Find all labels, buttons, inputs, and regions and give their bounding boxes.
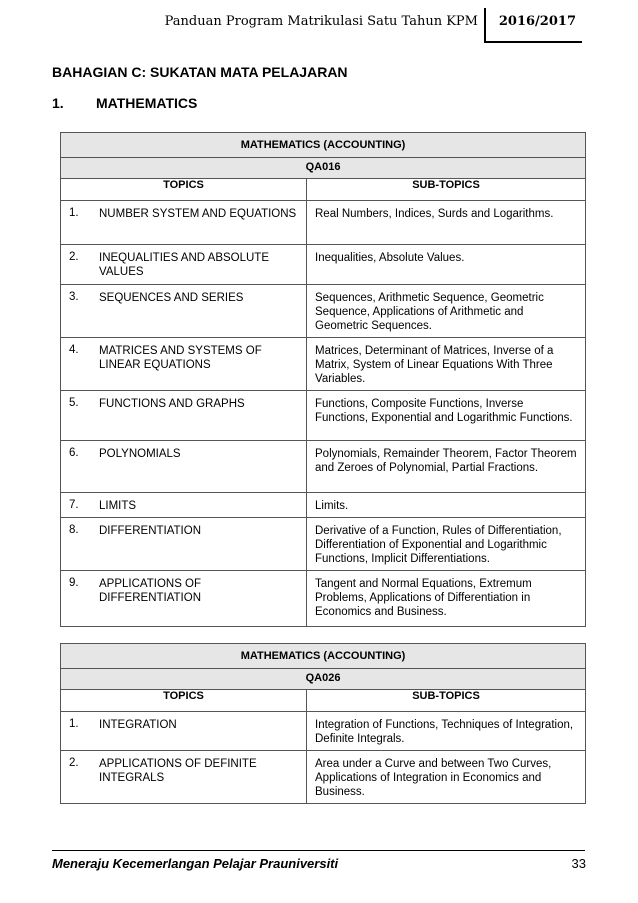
topic: FUNCTIONS AND GRAPHS [99,398,245,410]
topic: APPLICATIONS OF DEFINITE INTEGRALS [99,758,257,784]
page-header [0,8,638,42]
table-row [61,201,586,245]
header-divider [484,8,486,42]
subtopics: Area under a Curve and between Two Curves, Applications of Integration in Economics and Business. [307,751,586,804]
column-header-topics: TOPICS [61,179,307,201]
header-title: Panduan Program Matrikulasi Satu Tahun KPM [164,14,478,29]
topic: POLYNOMIALS [99,448,181,460]
row-number: 4. [69,344,79,356]
section-title: BAHAGIAN C: SUKATAN MATA PELAJARAN [52,64,348,80]
course-code: QA026 [61,668,585,689]
subtopics: Tangent and Normal Equations, Extremum Problems, Applications of Differentiation in Economics and Business. [307,571,586,627]
table-row [61,493,586,518]
topic: MATRICES AND SYSTEMS OF LINEAR EQUATIONS [99,345,262,371]
row-number: 3. [69,291,79,303]
table-row [61,571,586,627]
footer-divider [52,850,585,851]
topic: SEQUENCES AND SERIES [99,292,244,304]
row-number: 1. [69,207,79,219]
row-number: 2. [69,251,79,263]
column-header-topics: TOPICS [61,690,307,712]
header-underline [484,41,582,43]
row-number: 1. [69,718,79,730]
subtopics: Integration of Functions, Techniques of Integration, Definite Integrals. [307,712,586,751]
table-title: MATHEMATICS (ACCOUNTING) [240,650,406,662]
subtopics: Derivative of a Function, Rules of Differentiation, Differentiation of Exponential and Logarithmic Functions, Implicit Differentiations. [307,518,586,571]
subtopics: Polynomials, Remainder Theorem, Factor Theorem and Zeroes of Polynomial, Partial Fractions. [307,441,586,493]
row-number: 2. [69,757,79,769]
subtopics: Limits. [307,493,586,518]
row-number: 8. [69,524,79,536]
table-row [61,518,586,571]
topic: NUMBER SYSTEM AND EQUATIONS [99,208,297,220]
table-row [61,441,586,493]
table-row [61,245,586,285]
syllabus-table-qa026 [60,643,586,804]
column-header-subtopics: SUB-TOPICS [307,690,586,712]
header-year: 2016/2017 [498,14,576,29]
topic: INEQUALITIES AND ABSOLUTE VALUES [99,252,269,278]
subtopics: Matrices, Determinant of Matrices, Inverse of a Matrix, System of Linear Equations With Three Variables. [307,338,586,391]
topic: INTEGRATION [99,719,177,731]
subject-number: 1. [52,95,64,111]
table-row [61,712,586,751]
table-header [61,133,586,179]
subject-title [52,95,197,111]
row-number: 9. [69,577,79,589]
row-number: 5. [69,397,79,409]
syllabus-table-qa016 [60,132,586,627]
topic: DIFFERENTIATION [99,525,202,537]
topic: APPLICATIONS OF DIFFERENTIATION [99,578,202,604]
subtopics: Functions, Composite Functions, Inverse Functions, Exponential and Logarithmic Functions. [307,391,586,441]
subject-name: MATHEMATICS [96,95,198,111]
table-row [61,751,586,804]
subtopics: Inequalities, Absolute Values. [307,245,586,285]
page-number: 33 [571,856,586,871]
table-header [61,644,586,690]
subtopics: Real Numbers, Indices, Surds and Logarithms. [307,201,586,245]
row-number: 7. [69,499,79,511]
table-row [61,285,586,338]
footer-motto: Meneraju Kecemerlangan Pelajar Prauniversiti [52,856,339,871]
table-title: MATHEMATICS (ACCOUNTING) [240,139,406,151]
table-row [61,338,586,391]
table-row [61,391,586,441]
topic: LIMITS [99,500,137,512]
row-number: 6. [69,447,79,459]
column-header-subtopics: SUB-TOPICS [307,179,586,201]
subtopics: Sequences, Arithmetic Sequence, Geometric Sequence, Applications of Arithmetic and Geometric Sequences. [307,285,586,338]
course-code: QA016 [61,157,585,178]
